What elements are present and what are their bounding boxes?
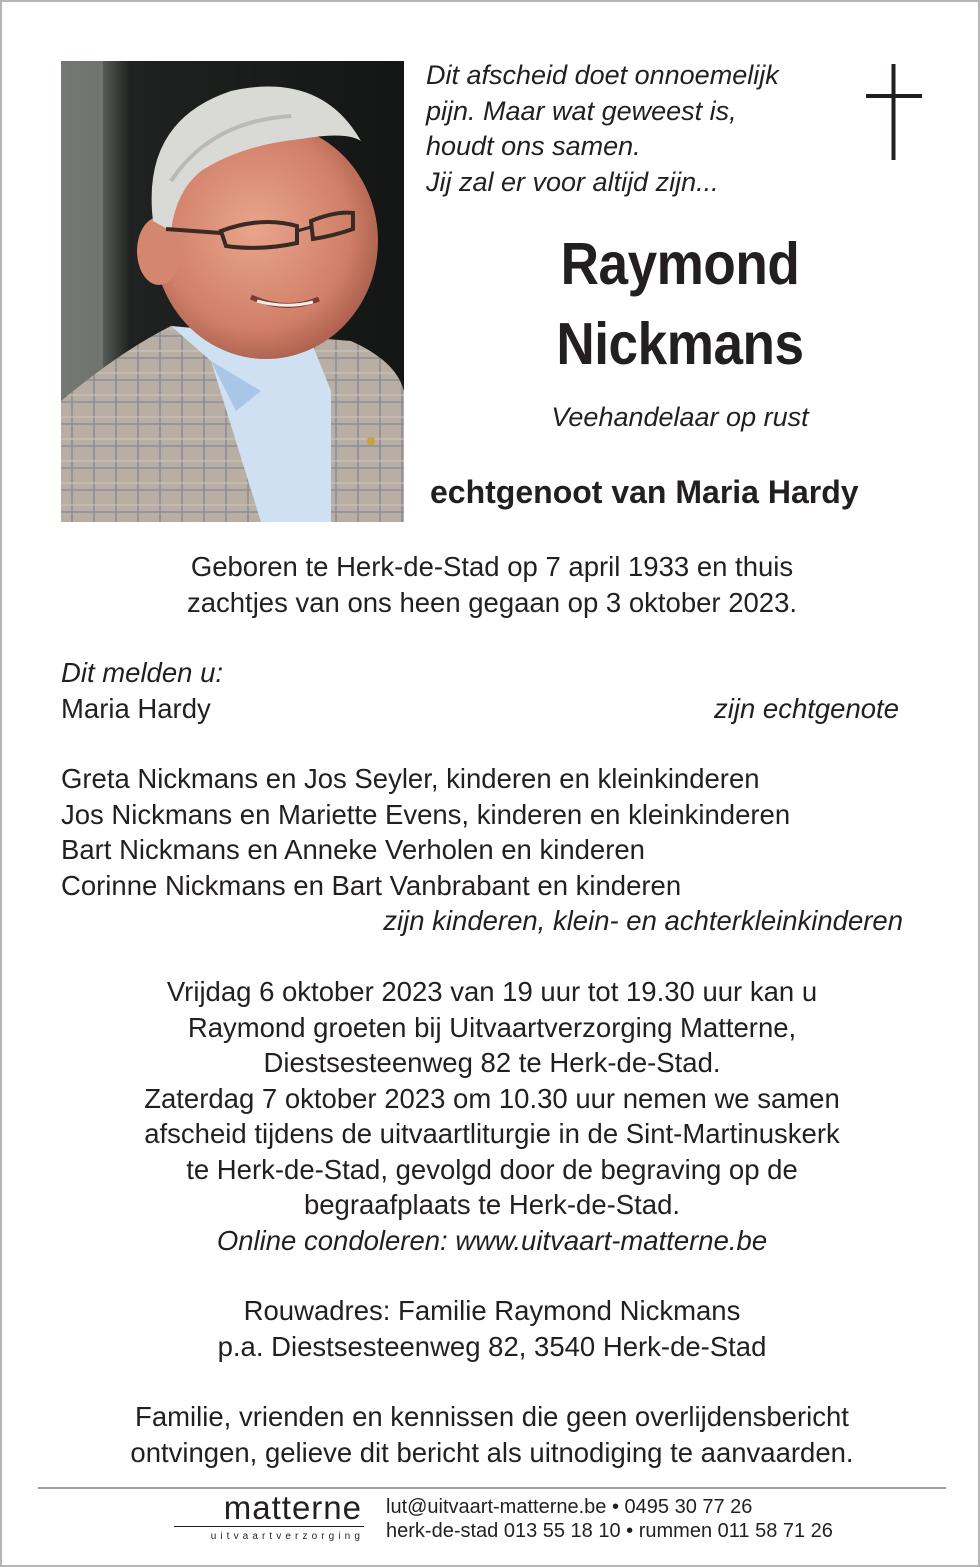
logo-rule bbox=[174, 1526, 364, 1527]
ceremony-line: te Herk-de-Stad, gevolgd door de begraving op de bbox=[186, 1153, 798, 1185]
birth-death-text bbox=[42, 549, 942, 620]
ceremony-line: Vrijdag 6 oktober 2023 van 19 uur tot 19.30 uur kan u bbox=[166, 976, 818, 1007]
contact-line-email-phone: lut@uitvaart-matterne.be • 0495 30 77 26 bbox=[386, 1496, 753, 1518]
last-name: Nickmans bbox=[556, 311, 804, 377]
logo-subtitle: uitvaartverzorging bbox=[210, 1531, 364, 1542]
first-name: Raymond bbox=[560, 231, 800, 297]
child-line: Bart Nickmans en Anneke Verholen en kinderen bbox=[61, 834, 645, 865]
poem-line: Dit afscheid doet onnoemelijk bbox=[426, 60, 779, 90]
invitation-line: Familie, vrienden en kennissen die geen overlijdensbericht bbox=[135, 1401, 849, 1432]
ceremony-line: afscheid tijdens de uitvaartliturgie in de Sint-Martinuskerk bbox=[144, 1118, 840, 1149]
address-text bbox=[42, 1293, 942, 1364]
matterne-logo bbox=[174, 1491, 364, 1542]
ceremony-line: Zaterdag 7 oktober 2023 om 10.30 uur nemen we samen bbox=[144, 1082, 840, 1114]
spouse-role: zijn echtgenote bbox=[714, 692, 899, 724]
birth-death-line: Geboren te Herk-de-Stad op 7 april 1933 en thuis bbox=[190, 551, 794, 582]
footer-divider bbox=[38, 1487, 946, 1489]
announcers-children bbox=[61, 761, 911, 939]
invitation-line: ontvingen, gelieve dit bericht als uitnodiging te aanvaarden. bbox=[130, 1436, 854, 1468]
poem bbox=[426, 58, 856, 200]
spouse-row bbox=[61, 691, 911, 727]
online-condolences: Online condoleren: www.uitvaart-matterne.be bbox=[216, 1224, 768, 1256]
logo-word: matterne bbox=[223, 1489, 362, 1526]
spouse-line: echtgenoot van Maria Hardy bbox=[430, 474, 859, 510]
ceremony-line: Diestsesteenweg 82 te Herk-de-Stad. bbox=[263, 1047, 721, 1078]
contact-line-locations: herk-de-stad 013 55 18 10 • rummen 011 58 71 26 bbox=[386, 1520, 833, 1542]
footer-contact bbox=[386, 1495, 833, 1543]
birth-death-line: zachtjes van ons heen gegaan op 3 oktober 2023. bbox=[186, 586, 798, 618]
child-line: Greta Nickmans en Jos Seyler, kinderen en kleinkinderen bbox=[61, 763, 760, 794]
occupation: Veehandelaar op rust bbox=[551, 402, 809, 432]
deceased-name bbox=[466, 224, 894, 384]
address-line: Rouwadres: Familie Raymond Nickmans bbox=[243, 1295, 741, 1326]
cross-icon bbox=[866, 64, 922, 160]
portrait-illustration bbox=[61, 61, 404, 522]
invitation-text bbox=[42, 1399, 942, 1470]
poem-line: pijn. Maar wat geweest is, bbox=[426, 95, 737, 126]
spouse-name: Maria Hardy bbox=[61, 692, 211, 724]
children-role: zijn kinderen, klein- en achterkleinkinderen bbox=[383, 905, 903, 936]
announcers-spouse bbox=[61, 655, 911, 726]
poem-line: Jij zal er voor altijd zijn... bbox=[426, 166, 719, 197]
child-line: Corinne Nickmans en Bart Vanbrabant en kinderen bbox=[61, 869, 682, 901]
child-line: Jos Nickmans en Mariette Evens, kinderen en kleinkinderen bbox=[61, 798, 791, 830]
ceremony-text bbox=[42, 974, 942, 1258]
announcers-heading: Dit melden u: bbox=[61, 657, 224, 688]
portrait-photo bbox=[61, 61, 404, 522]
ceremony-line: begraafplaats te Herk-de-Stad. bbox=[303, 1189, 681, 1220]
address-line: p.a. Diestsesteenweg 82, 3540 Herk-de-Stad bbox=[217, 1330, 767, 1362]
poem-line: houdt ons samen. bbox=[426, 131, 641, 161]
ceremony-line: Raymond groeten bij Uitvaartverzorging Matterne, bbox=[187, 1011, 797, 1043]
